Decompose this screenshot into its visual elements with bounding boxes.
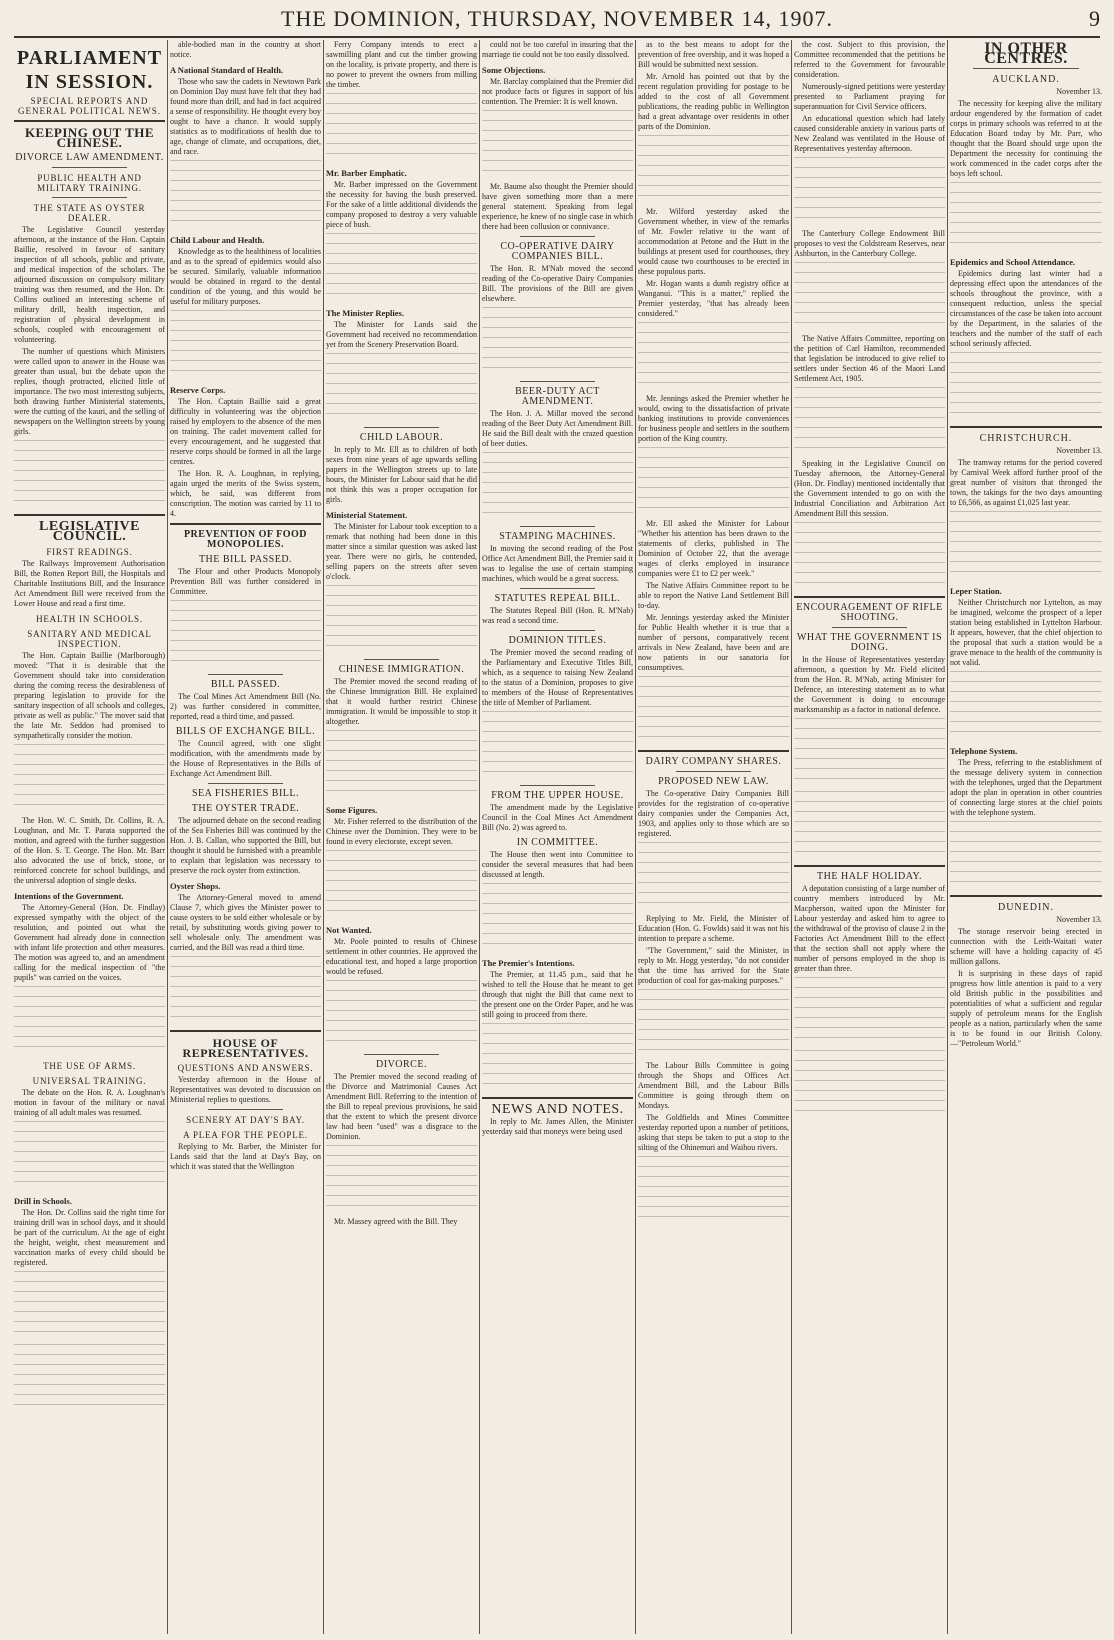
article-paragraph: Knowledge as to the healthiness of localities and as to the spread of epidemics would also be secured. Similarly, valuable information would be obtained in regard to the dental condition of the young, and this would be useful for military purposes. (170, 247, 321, 306)
article-paragraph: The Native Affairs Committee report to be able to report the Native Land Settlement Bill to-day. (638, 581, 789, 610)
section-subheading: QUESTIONS AND ANSWERS. (177, 1063, 314, 1073)
article-paragraph: The Labour Bills Committee is going through the Shops and Offices Act Amendment Bill, and the Labour Bills Committee is going through them on Mondays. (638, 1061, 789, 1110)
article-paragraph: The Railways Improvement Authorisation Bill, the Rotten Report Bill, the Hospitals and Charitable Institutions Bill, and the Insurance Act Amendment Bill were received from the Lower House and read a first time. (14, 559, 165, 608)
article-paragraph: The Native Affairs Committee, reporting on the petition of Carl Hamilton, recommended that legislation be introduced to give relief to settlers under Section 46 of the Maori Land Settlement Act, 1905. (794, 334, 945, 383)
article-subhead: A National Standard of Health. (170, 65, 284, 75)
section-subheading: THE USE OF ARMS. (43, 1061, 136, 1071)
section-heading: IN OTHER CENTRES. (984, 40, 1068, 67)
section-heading: DAIRY COMPANY SHARES. (645, 756, 782, 767)
article-paragraph: In the House of Representatives yesterday afternoon, a question by Mr. Field elicited from the Hon. R. M'Nab, acting Minister for Defence, an interesting statement as to what the Government is doing to encourage marksmanship as a factor in national defence. (794, 655, 945, 714)
article-paragraph: In reply to Mr. Ell as to children of both sexes from nine years of age upwards selling papers in the Wellington streets up to late hours, the Minister for Labour said that he did not think this was a proper occupation for girls. (326, 445, 477, 504)
article-paragraph: Mr. Arnold has pointed out that by the recent regulation providing for postage to be added to the cost of all Government publications, the reading public in Wellington had a great advantage over residents in other parts of the Dominion. (638, 72, 789, 131)
section-subheading: DOMINION TITLES. (508, 635, 607, 646)
section-subheading: CO-OPERATIVE DAIRY COMPANIES BILL. (500, 241, 615, 262)
section-subheading: STATUTES REPEAL BILL. (494, 593, 621, 604)
article-paragraph: The Flour and other Products Monopoly Prevention Bill was further considered in Committee. (170, 567, 321, 596)
article-subhead: Some Objections. (482, 65, 546, 75)
article-paragraph: The Attorney-General moved to amend Clause 7, which gives the Minister power to cause oysters to be sold either wholesale or by retail, by substituting words giving power to sell wholesale only. The amendment was carried, and the Bill was read a third time. (170, 893, 321, 952)
section-subheading: CHINESE IMMIGRATION. (338, 664, 465, 675)
article-paragraph: The Premier, at 11.45 p.m., said that he wished to tell the House that he meant to get through that night the Bill that came next to the present one on the Order Paper, and he was still going to proceed from there. (482, 970, 633, 1019)
article-paragraph: It is surprising in these days of rapid progress how little attention is paid to a very old British public in the possibilities and potentialities of what a sufficient and regular supply of petroleum means for the English people as a nation, particularly when the same is to be found in our British Colony.—"Petroleum World." (950, 969, 1102, 1048)
section-subheading: IN COMMITTEE. (516, 837, 599, 848)
article-paragraph: The storage reservoir being erected in connection with the Leith-Waitati water scheme will have a holding capacity of 45 million gallons. (950, 927, 1102, 966)
article-paragraph: Speaking in the Legislative Council on Tuesday afternoon, the Attorney-General (Hon. Dr. Findlay) mentioned incidentally that the Government intended to go on with the Industrial Conciliation and Arbitration Act Amendment Bill this session. (794, 459, 945, 518)
article-subhead: Some Figures. (326, 805, 378, 815)
article-paragraph: Mr. Fisher referred to the distribution of the Chinese over the Dominion. They were to be found in every electorate, except seven. (326, 817, 477, 846)
dateline: November 13. (1056, 915, 1102, 924)
article-subhead: Mr. Barber Emphatic. (326, 168, 407, 178)
page-number: 9 (1089, 6, 1100, 31)
right-columns (14, 40, 1102, 1634)
section-subheading: PUBLIC HEALTH AND MILITARY TRAINING. (37, 173, 142, 193)
section-heading: ENCOURAGEMENT OF RIFLE SHOOTING. (796, 602, 943, 623)
article-paragraph: The Premier moved the second reading of the Divorce and Matrimonial Causes Act Amendment Bill. Referring to the intention of the Bill to repeal previous provisions, he said that the extent to which the present divorce law had been "used" was a disgrace to the Dominion. (326, 1072, 477, 1141)
article-paragraph: The Hon. J. A. Millar moved the second reading of the Beer Duty Act Amendment Bill. He said the Bill dealt with the crazed question of beer duties. (482, 409, 633, 448)
section-subheading: THE STATE AS OYSTER DEALER. (33, 203, 146, 223)
article-paragraph: able-bodied man in the country at short notice. (170, 40, 321, 59)
section-subheading: STAMPING MACHINES. (499, 531, 616, 542)
article-paragraph: The Canterbury College Endowment Bill proposes to vest the Coldstream Reserves, near Ashburton, in the Canterbury College. (794, 229, 945, 258)
article-paragraph: Mr. Massey agreed with the Bill. They (334, 1217, 458, 1226)
article-paragraph: Replying to Mr. Barber, the Minister for Lands said that the land at Day's Bay, on which it was stated that the Wellington (170, 1142, 321, 1171)
article-paragraph: the cost. Subject to this provision, the Committee recommended that the petitions be referred to the Government for favourable consideration. (794, 40, 945, 79)
article-paragraph: The Council agreed, with one slight modification, with the amendments made by the House of Representatives in the Bills of Exchange Act Amendment Bill. (170, 739, 321, 778)
section-subheading: CHILD LABOUR. (359, 432, 444, 443)
section-subheading: THE OYSTER TRADE. (191, 803, 300, 814)
article-paragraph: A deputation consisting of a large number of country members introduced by Mr. Macpherson, waited upon the Minister for Labour yesterday and asked him to agree to the withdrawal of the proviso of clause 2 in the Factories Act Amendment Bill to the effect that the section shall not apply where the number of persons employed in the shop is greater than three. (794, 884, 945, 973)
article-paragraph: Mr. Jennings asked the Premier whether he would, owing to the dissatisfaction of private banking institutions to provide conveniences for business people and settlers in the southern portion of the King country. (638, 394, 789, 443)
article-paragraph: The amendment made by the Legislative Council in the Coal Mines Act Amendment Bill (No. 2) was agreed to. (482, 803, 633, 832)
article-paragraph: The Premier moved the second reading of the Parliamentary and Executive Titles Bill, which, as a sequence to raising New Zealand to the status of a Dominion, proposes to give to members of the House of Representatives the title of Member of Parliament. (482, 648, 633, 707)
article-paragraph: The Hon. Captain Baillie said a great difficulty in volunteering was the objection raised by employers to the absence of the men on training. The cadet movement called for every encouragement, and he suggested that reserve corps should be formed in all the large centres. (170, 397, 321, 466)
section-subheading: BILLS OF EXCHANGE BILL. (175, 726, 316, 737)
section-subheading: SCENERY AT DAY'S BAY. (186, 1115, 305, 1125)
section-heading: NEWS AND NOTES. (491, 1102, 624, 1117)
article-paragraph: In reply to Mr. James Allen, the Minister yesterday said that moneys were being used (482, 1117, 633, 1136)
article-paragraph: The Attorney-General (Hon. Dr. Findlay) expressed sympathy with the object of the resolution, and pointed out what the Government had already done in connection with infant life protection and other measures. The motion was agreed to, and an amendment calling for the medical inspection of "the pupils" was carried on the voices. (14, 903, 165, 982)
city-heading: AUCKLAND. (992, 74, 1060, 85)
article-paragraph: Those who saw the cadets in Newtown Park on Dominion Day must have felt that they had found more than drill, and had in fact acquired a sense of responsibility. He thought every boy ought to have a chance. It would supply statistics as to modifications of health due to age, change of climate, and occupations, diet, and race. (170, 77, 321, 156)
masthead (0, 0, 1114, 40)
article-paragraph: Mr. Barclay complained that the Premier did not produce facts or figures in support of his contention. The Premier: It is well known. (482, 77, 633, 106)
city-heading: DUNEDIN. (997, 902, 1055, 913)
section-heading: KEEPING OUT THE CHINESE. (24, 125, 155, 150)
article-paragraph: Mr. Hogan wants a dumb registry office at Wanganui. "This is a matter," replied the Premier yesterday, "that has already been considered." (638, 279, 789, 318)
section-subheading: BEER-DUTY ACT AMENDMENT. (515, 386, 600, 407)
headline-subtitle: SPECIAL REPORTS AND GENERAL POLITICAL NEWS. (17, 96, 162, 116)
section-subheading: SEA FISHERIES BILL. (191, 788, 299, 799)
city-heading: CHRISTCHURCH. (979, 433, 1073, 444)
article-paragraph: "The Government," said the Minister, in reply to Mr. Hogg yesterday, "do not consider that the time has arrived for the State production of coal for gas-making purposes." (638, 946, 789, 985)
article-paragraph: could not be too careful in insuring that the marriage tie could not be too easily dissolved. (482, 40, 633, 59)
section-subheading: DIVORCE. (376, 1059, 427, 1070)
article-subhead: Intentions of the Government. (14, 891, 124, 901)
section-heading: HOUSE OF REPRESENTATIVES. (182, 1036, 309, 1060)
article-paragraph: Epidemics during last winter had a depressing effect upon the attendances of the schools throughout the province, with a consequent reduction, unless the special circumstances of the case be taken into account by the Department, in the salaries of the teachers and the number of the staff of each school seriously affected. (950, 269, 1102, 348)
article-subhead: Ministerial Statement. (326, 510, 408, 520)
section-subheading: DIVORCE LAW AMENDMENT. (15, 152, 164, 163)
article-subhead: Drill in Schools. (14, 1196, 72, 1206)
article-paragraph: The Minister for Labour took exception to a remark that nothing had been done in this matter since a similar question was asked last year. There were no girls, he contended, selling papers on the streets after seven o'clock. (326, 522, 477, 581)
article-paragraph: The tramway returns for the period covered by Carnival Week afford further proof of the great number of visitors that thronged the town, the takings for the two days amounting to £6,566, as against £1,025 last year. (950, 458, 1102, 507)
section-subheading: FROM THE UPPER HOUSE. (491, 790, 624, 801)
article-paragraph: The Goldfields and Mines Committee yesterday reported upon a number of petitions, asking that steps be taken to put a stop to the silting of the Ohinemuri and Waihou rivers. (638, 1113, 789, 1152)
article-paragraph: Mr. Wilford yesterday asked the Government whether, in view of the remarks of Mr. Fowler relative to the want of accommodation at Petone and the Hutt in the buildings at present used for courthouses, they would cause two courthouses to be erected in these populous parts. (638, 207, 789, 276)
article-subhead: The Premier's Intentions. (482, 958, 575, 968)
article-paragraph: The Coal Mines Act Amendment Bill (No. 2) was further considered in committee, reported, read a third time, and passed. (170, 692, 321, 721)
article-paragraph: Mr. Barber impressed on the Government the necessity for having the bush preserved. For the sake of a little additional dividends the company proposed to destroy a very valuable piece of bush. (326, 180, 477, 229)
article-paragraph: The necessity for keeping alive the military ardour engendered by the formation of cadet corps in primary schools was referred to at the Education Board today by Mr. Parr, who thought that the Board should urge upon the Department the necessity for continuing the work commenced in the cadet corps after the boys left school. (950, 99, 1102, 178)
article-paragraph: Replying to Mr. Field, the Minister of Education (Hon. G. Fowlds) said it was not his intention to prepare a scheme. (638, 914, 789, 943)
article-paragraph: In moving the second reading of the Post Office Act Amendment Bill, the Premier said it was to legalise the use of certain stamping machines, which would be a great success. (482, 544, 633, 583)
section-subheading: PROPOSED NEW LAW. (658, 776, 769, 787)
article-paragraph: Numerously-signed petitions were yesterday presented to Parliament praying for superannuation for Civil Service officers. (794, 82, 945, 111)
article-paragraph: Mr. Poole pointed to results of Chinese settlement in other countries. He approved the educational test, and hoped a large proportion would be refused. (326, 937, 477, 976)
article-subhead: Child Labour and Health. (170, 235, 265, 245)
section-heading: PREVENTION OF FOOD MONOPOLIES. (183, 529, 308, 550)
article-paragraph: An educational question which had lately caused considerable anxiety in various parts of New Zealand was ventilated in the House of Representatives yesterday afternoon. (794, 114, 945, 153)
article-paragraph: The Statutes Repeal Bill (Hon. R. M'Nab) was read a second time. (482, 606, 633, 625)
article-subhead: Leper Station. (950, 586, 1002, 596)
article-subhead: Epidemics and School Attendance. (950, 257, 1076, 267)
section-heading: LEGISLATIVE COUNCIL. (39, 519, 140, 544)
article-subhead: Reserve Corps. (170, 385, 226, 395)
article-paragraph: Mr. Ell asked the Minister for Labour "Whether his attention has been drawn to the statements of clerks, published in The Dominion of October 22, that the average wages of clerks employed in insurance companies were £1 to £2 per week." (638, 519, 789, 578)
article-paragraph: The Press, referring to the establishment of the message delivery system in connection with the telephones, urged that the Department adopt the plan in operation in other countries of connecting large stores at the chief points with the telephone system. (950, 758, 1102, 817)
dateline: November 13. (1056, 87, 1102, 96)
article-paragraph: The Hon. Dr. Collins said the right time for training drill was in school days, and it should be part of the curriculum. At the age of eight the height, weight, chest measurement and vaccination marks of every child should be registered. (14, 1208, 165, 1267)
article-paragraph: The Hon. R. A. Loughnan, in replying, again urged the merits of the Swiss system, which, he said, was different from conscription. The motion was carried by 11 to 4. (170, 469, 321, 518)
dateline: November 13. (1056, 446, 1102, 455)
section-subheading: BILL PASSED. (210, 679, 281, 690)
article-subhead: Telephone System. (950, 746, 1018, 756)
article-paragraph: The House then went into Committee to consider the several measures that had been discussed at length. (482, 850, 633, 879)
article-paragraph: as to the best means to adopt for the prevention of free overship, and it was hoped a Bill would be submitted next session. (638, 40, 789, 69)
section-subheading: A PLEA FOR THE PEOPLE. (183, 1130, 308, 1140)
article-paragraph: The Co-operative Dairy Companies Bill provides for the registration of co-operative dairy companies under the Companies Act, 1903, and applies only to those which are so registered. (638, 789, 789, 838)
article-paragraph: The number of questions which Ministers were called upon to answer in the House was greater than usual, but the debate upon the replies, though protracted, elicited little of importance. The two most interesting subjects, both drawing further Ministerial statements, were the cutting of the kauri, and the selling of newspapers on the Wellington streets by young girls. (14, 347, 165, 436)
article-subhead: The Minister Replies. (326, 308, 404, 318)
article-paragraph: The Legislative Council yesterday afternoon, at the instance of the Hon. Captain Baillie, resolved in favour of sanitary inspection of all schools, public and private, and medical inspection of the scholars. The adjourned discussion on compulsory military training was then resumed, and the Hon. Dr. Collins outlined an interesting scheme of military drill, health inspection, and registration of physical development in schools, coupled with encouragement of volunteering. (14, 225, 165, 344)
masthead-rule (14, 36, 1100, 38)
section-subheading: SANITARY AND MEDICAL INSPECTION. (27, 629, 152, 649)
section-subheading: THE BILL PASSED. (198, 554, 293, 565)
article-subhead: Not Wanted. (326, 925, 372, 935)
article-paragraph: Yesterday afternoon in the House of Representatives was devoted to discussion on Ministerial replies to questions. (170, 1075, 321, 1104)
section-subheading: FIRST READINGS. (46, 547, 133, 557)
article-paragraph: The debate on the Hon. R. A. Loughnan's motion in favour of the military or naval training of all adult males was resumed. (14, 1088, 165, 1117)
article-paragraph: The Hon. W. C. Smith, Dr. Collins, R. A. Loughnan, and Mr. T. Parata supported the motion, and agreed with the further suggestion of the Hon. S. T. George. The Hon. Mr. Barr also advocated the use of brick, stone, or reinforced concrete for school buildings, and the universal adoption of single desks. (14, 816, 165, 885)
article-paragraph: The Minister for Lands said the Government had received no recommendation yet from the Scenery Preservation Board. (326, 320, 477, 349)
article-paragraph: The Premier moved the second reading of the Chinese Immigration Bill. He explained that it would further restrict Chinese immigration. It would be impossible to stop it altogether. (326, 677, 477, 726)
section-subheading: WHAT THE GOVERNMENT IS DOING. (796, 632, 943, 653)
article-subhead: Oyster Shops. (170, 881, 221, 891)
article-paragraph: Mr. Baume also thought the Premier should have given something more than a mere general statement. Speaking from legal experience, he knew of no single case in which there had been collusion or connivance. (482, 182, 633, 231)
article-paragraph: Mr. Jennings yesterday asked the Minister for Public Health whether it is true that a number of persons, comparatively recent arrivals in New Zealand, have been and are now patients in our sanatoria for consumptives. (638, 613, 789, 672)
article-paragraph: The Hon. R. M'Nab moved the second reading of the Co-operative Dairy Companies Bill. The provisions of the Bill are given elsewhere. (482, 264, 633, 303)
section-subheading: UNIVERSAL TRAINING. (32, 1076, 147, 1086)
section-heading: THE HALF HOLIDAY. (817, 871, 922, 882)
main-headline: PARLIAMENT IN SESSION. (16, 47, 163, 93)
section-subheading: HEALTH IN SCHOOLS. (36, 614, 143, 624)
article-paragraph: The Hon. Captain Baillie (Marlborough) moved: "That it is desirable that the Government should take into consideration during the coming recess the desirableness of preparing legislation to provide for the sanitary inspection of all schools and colleges, private as well as public." The mover said that the late Mr. Seddon had promised to sympathetically consider the motion. (14, 651, 165, 740)
article-paragraph: Neither Christchurch nor Lyttelton, as may be imagined, welcome the prospect of a leper station being established in Lyttelton Harbour. It appears, however, that the chief objection to the proposal that such a station would be a grave menace to the health of the community is not valid. (950, 598, 1102, 667)
newspaper-title: THE DOMINION, THURSDAY, NOVEMBER 14, 1907. (281, 6, 833, 31)
article-paragraph: Ferry Company intends to erect a sawmilling plant and cut the timber growing on the locality, is private property, and there is no power to prevent the owners from milling the timber. (326, 40, 477, 89)
article-paragraph: The adjourned debate on the second reading of the Sea Fisheries Bill was continued by the Hon. J. B. Callan, who supported the Bill, but thought it should be furnished with a preamble to explain that legislation was necessary to preserve the rock oyster from extinction. (170, 816, 321, 875)
